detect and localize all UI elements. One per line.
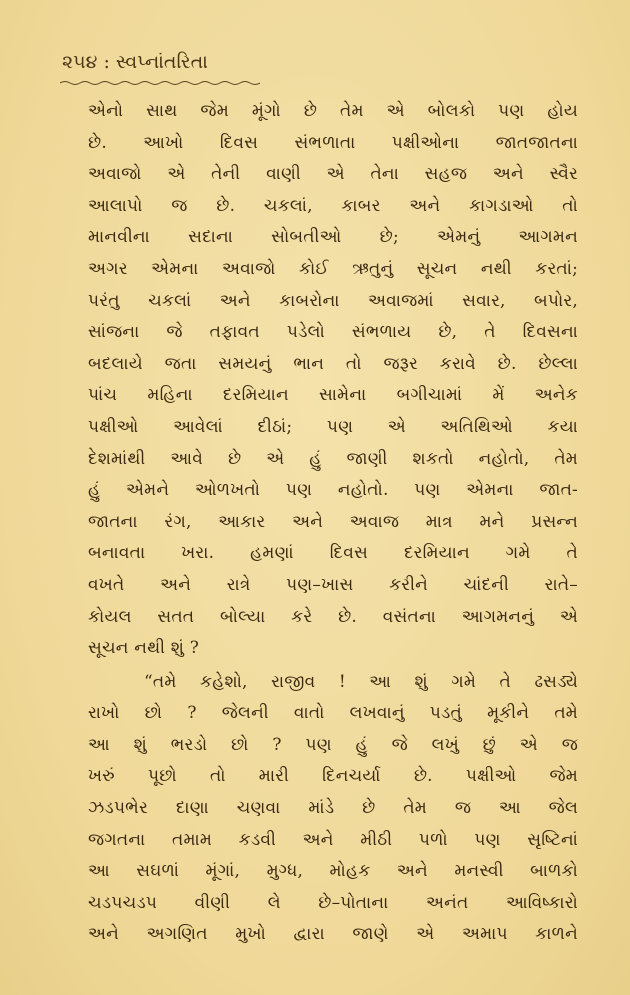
text-line: પક્ષીઓ આવેલાં દીઠાં; પણ એ અતિથિઓ કયા	[88, 416, 578, 437]
text-line: વખતે અને રાત્રે પણ–ખાસ કરીને ચાંદની રાતે–	[88, 574, 578, 595]
text-line: ચડપચડપ વીણી લે છે–પોતાના અનંત આવિષ્કારો	[88, 892, 578, 913]
text-line: પરંતુ ચકલાં અને કાબરોના અવાજમાં સવાર, બપોર,	[88, 290, 578, 311]
text-line: માનવીના સદાના સોબતીઓ છે; એમનું આગમન	[88, 227, 578, 248]
text-line: અગર એમના અવાજો કોઈ ઋતુનું સૂચન નથી કરતાં;	[88, 258, 578, 279]
header-separator: :	[103, 51, 110, 73]
page-number: ૨૫૪	[62, 51, 98, 73]
text-line: હું એમને ઓળખતો પણ નહોતો. પણ એમના જાત-	[88, 480, 578, 501]
text-line: આ શું ભરડો છો ? પણ હું જે લખું છું એ જ	[88, 734, 578, 755]
text-line: ઝડપભેર દાણા ચણવા માંડે છે તેમ જ આ જેલ	[88, 798, 578, 819]
text-line: બનાવતા ખરા. હમણાં દિવસ દરમિયાન ગમે તે	[88, 543, 578, 564]
text-line: જગતના તમામ કડવી અને મીઠી પળો પણ સૃષ્ટિનાં	[88, 829, 578, 850]
chapter-title: સ્વપ્નાંતરિતા	[115, 51, 208, 73]
text-line: ખરું પૂછો તો મારી દિનચર્યા છે. પક્ષીઓ જેમ	[88, 766, 578, 787]
text-line: આલાપો જ છે. ચકલાં, કાબર અને કાગડાઓ તો	[88, 195, 578, 216]
text-line: અવાજો એ તેની વાણી એ તેના સહજ અને સ્વૈર	[88, 164, 578, 185]
text-line: બદલાયે જતા સમયનું ભાન તો જરૂર કરાવે છે. છેલ્લા	[88, 353, 578, 374]
text-line: આ સઘળાં મૂંગાં, મુગ્ધ, મોહક અને મનસ્વી બાળકો	[88, 861, 578, 882]
text-line: એનો સાથ જેમ મૂંગો છે તેમ એ બોલકો પણ હોય	[88, 101, 578, 121]
text-line: છે. આખો દિવસ સંભળાતા પક્ષીઓના જાતજાતના	[88, 132, 578, 153]
text-line: જાતના રંગ, આકાર અને અવાજ માત્ર મને પ્રસન્ન	[88, 511, 578, 532]
text-line: સૂચન નથી શું ?	[88, 638, 200, 659]
header-wavy-rule	[60, 80, 260, 86]
text-line: દેશમાંથી આવે છે એ હું જાણી શકતો નહોતો, તેમ	[88, 448, 578, 469]
body-text	[88, 96, 578, 951]
text-line: સાંજના જે તફાવત પડેલો સંભળાય છે, તે દિવસના	[88, 322, 578, 343]
text-line: પાંચ મહિના દરમિયાન સામેના બગીચામાં મેં અનેક	[88, 385, 578, 406]
text-line: “તમે કહેશો, રાજીવ ! આ શું ગમે તે ઢસડ્યે	[144, 671, 578, 692]
text-line: કોયલ સતત બોલ્યા કરે છે. વસંતના આગમનનું એ	[88, 606, 578, 627]
paragraph-2	[88, 667, 578, 951]
paragraph-1	[88, 96, 578, 665]
running-header	[62, 50, 208, 74]
text-line: અને અગણિત મુખો દ્વારા જાણે એ અમાપ કાળને	[88, 924, 578, 945]
text-line: રાખો છો ? જેલની વાતો લખવાનું પડતું મૂકીને તમે	[88, 703, 578, 724]
